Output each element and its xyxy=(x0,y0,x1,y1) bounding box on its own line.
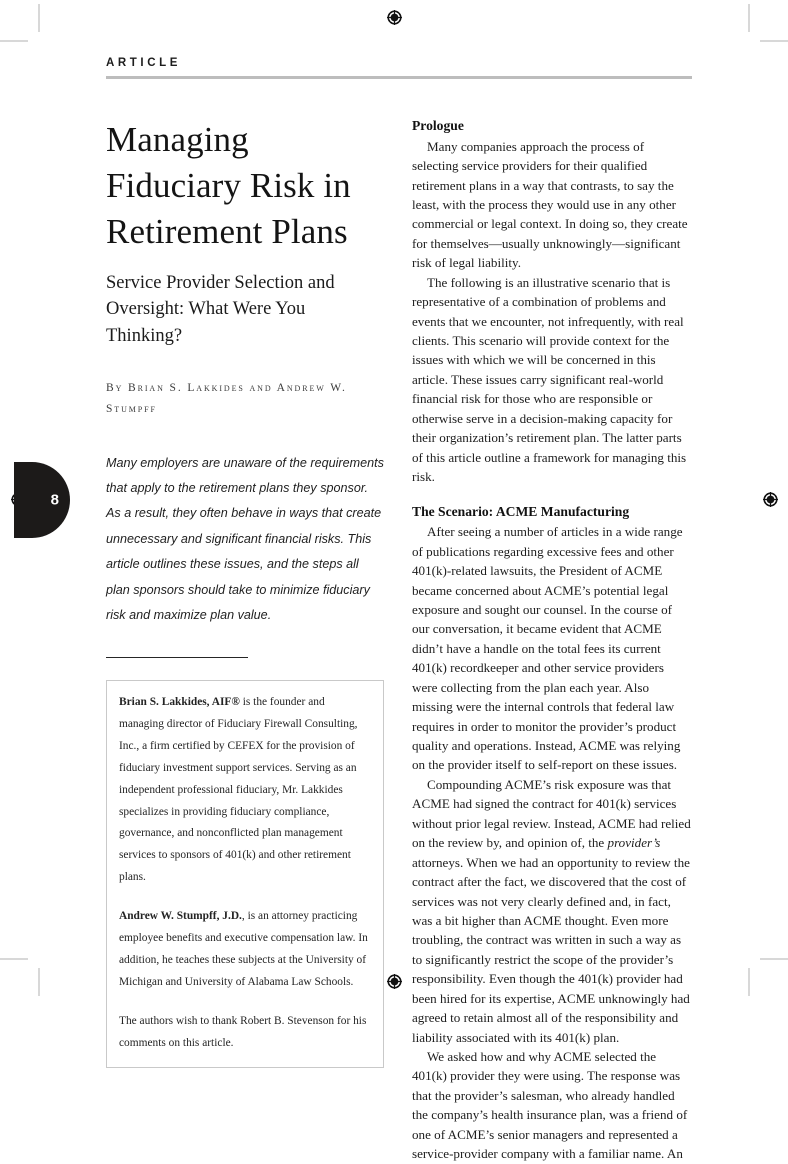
scenario-p2-part-b: attorneys. When we had an opportunity to review the contract after the fact, we discovered that the cost of services was not very clearly defined and, in fact, was a bit higher than ACME thought. Even more troubling, the contract was written in such a way as to significantly restrict the scope of the provider’s responsibility. Even though the 401(k) provider had been hired for its expertise, ACME unknowingly had agreed to retain almost all of the responsibility and liability associated with its 401(k) plan. xyxy=(412,854,690,1045)
acknowledgment-note: The authors wish to thank Robert B. Stevenson for his comments on this article. xyxy=(119,1014,367,1049)
article-abstract: Many employers are unaware of the requirements that apply to the retirement plans they sponsor. As a result, they often behave in ways that create unnecessary and significant financial risks. This article outlines these issues, and the steps all plan sponsors should take to minimize fiduciary risk and maximize plan value. xyxy=(106,455,384,623)
right-column xyxy=(412,117,692,1164)
author-bio-stumpff-text: , is an attorney practicing employee benefits and executive compensation law. In addition, he teaches these subjects at the University of Michigan and University of Alabama Law Schools. xyxy=(119,910,368,988)
heading-scenario: The Scenario: ACME Manufacturing xyxy=(412,503,630,519)
crop-mark-top-right-vertical xyxy=(748,4,750,32)
crop-mark-bottom-left-vertical xyxy=(38,968,40,996)
heading-prologue: Prologue xyxy=(412,118,464,133)
page-number-thumb xyxy=(14,462,70,538)
article-subtitle: Service Provider Selection and Oversight: What Were You Thinking? xyxy=(106,272,335,347)
kicker-divider xyxy=(106,76,692,79)
registration-mark-right xyxy=(762,491,779,508)
author-name-lakkides: Brian S. Lakkides, AIF® xyxy=(119,696,240,709)
section-kicker: ARTICLE xyxy=(106,57,182,69)
scenario-paragraph-1: After seeing a number of articles in a wide range of publications regarding excessive fees and other 401(k)-related lawsuits, the President of ACME became concerned about ACME’s potential legal exposure and sought our counsel. In the course of our conversation, it became evident that ACME didn’t have a handle on the total fees its current 401(k) recordkeeper and other service providers were collecting from the plan each year. Also missing were the internal controls that federal law requires in order to monitor the provider’s product quality and operations. Instead, ACME was relying on the provider itself to self-report on these issues. xyxy=(412,524,683,773)
scenario-p2-emphasis: provider’s xyxy=(607,835,661,851)
crop-mark-top-left-horizontal xyxy=(0,40,28,42)
author-bio-box xyxy=(106,680,384,1068)
scenario-p2-part-a: Compounding ACME’s risk exposure was that ACME had signed the contract for 401(k) services without prior legal review. Instead, ACME had relied on the review by, and opinion of, the xyxy=(412,776,691,851)
crop-mark-top-left-vertical xyxy=(38,4,40,32)
crop-mark-bottom-right-horizontal xyxy=(760,958,788,960)
prologue-paragraph-1: Many companies approach the process of selecting service providers for their qualified retirement plans in a way that contrasts, to say the least, with the process they would use in any other commercial or legal context. In doing so, they create for themselves—usually unknowingly—significant risk of legal liability. xyxy=(412,138,688,271)
left-column xyxy=(106,117,384,1068)
page-number: 8 xyxy=(50,491,59,509)
author-bio-lakkides-text: is the founder and managing director of Fiduciary Firewall Consulting, Inc., a firm certified by CEFEX for the provision of fiduciary investment support services. Serving as an independent professional fiduciary, Mr. Lakkides specializes in providing fiduciary compliance, governance, and nonconflicted plan management services to sponsors of 401(k) and other retirement plans. xyxy=(119,696,358,884)
crop-mark-bottom-right-vertical xyxy=(748,968,750,996)
prologue-paragraph-2: The following is an illustrative scenario that is representative of a combination of problems and events that we encounter, not infrequently, with real clients. This scenario will provide context for the issues with which we will be concerned in this article. These issues carry significant real-world financial risk for those who are responsible or otherwise serve in a decision-making capacity for their organization’s retirement plan. The latter parts of this article outline a framework for managing this risk. xyxy=(412,274,687,485)
byline: By Brian S. Lakkides and Andrew W. Stumpff xyxy=(106,382,347,416)
abstract-divider xyxy=(106,657,248,659)
crop-mark-bottom-left-horizontal xyxy=(0,958,28,960)
crop-mark-top-right-horizontal xyxy=(760,40,788,42)
author-name-stumpff: Andrew W. Stumpff, J.D. xyxy=(119,910,242,923)
scenario-paragraph-3: We asked how and why ACME selected the 401(k) provider they were using. The response was that the provider’s salesman, who already handled the company’s health insurance plan, was a friend of one of ACME’s senior managers and represented a service-provider company with a familiar name. An xyxy=(412,1049,688,1162)
page-content xyxy=(106,57,692,1164)
author-bio-first xyxy=(119,692,371,889)
two-column-layout xyxy=(106,117,692,1164)
page-title: Managing Fiduciary Risk in Retirement Plans xyxy=(106,120,351,252)
registration-mark-top xyxy=(386,9,403,26)
scenario-paragraph-2 xyxy=(412,775,692,1047)
author-bio-second xyxy=(119,906,371,994)
